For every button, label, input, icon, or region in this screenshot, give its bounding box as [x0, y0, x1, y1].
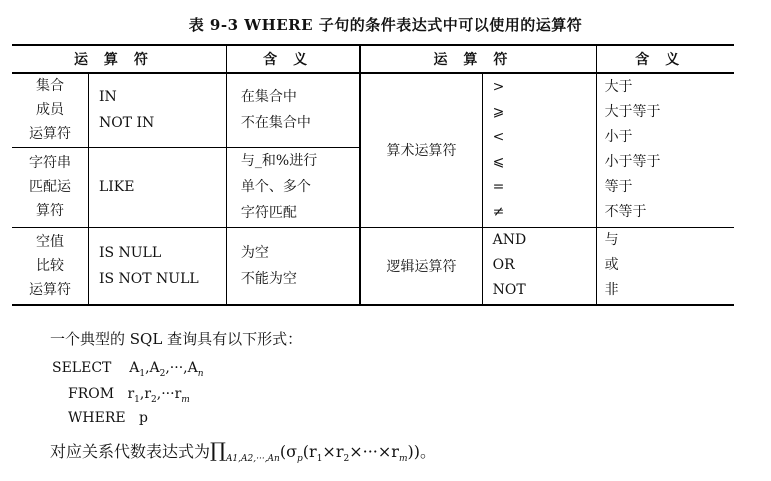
operators-null-compare: IS NULL IS NOT NULL — [88, 227, 226, 305]
category-null-compare: 空值 比较 运算符 — [12, 227, 88, 305]
meanings-string-match: 与_和%进行 单个、多个 字符匹配 — [226, 147, 360, 227]
symbols-logical: AND OR NOT — [482, 227, 596, 305]
meanings-logical: 与 或 非 — [604, 232, 619, 299]
sql-select-line: SELECT $A_1,A_2,\cdot\cdot\cdot,A_n$ — [52, 360, 204, 379]
header-right-meaning: 含义 — [635, 52, 696, 68]
sql-from-line: FROM $r_1,r_2,\cdot\cdot\cdot r_m$ — [68, 386, 190, 405]
header-left-operator: 运算符 — [12, 45, 226, 73]
header-right-operator: 运算符 — [360, 45, 596, 73]
table-row — [12, 73, 734, 147]
relational-algebra-formula: 对应关系代数表达式为$\prod_{A1,A2,\cdot\cdot\cdot,An}(\sigma_p(r_1\times r_2\times\cdot\cdot\cdot\times r_m))$。 — [50, 438, 436, 465]
symbols-arithmetic: > ⩾ < ⩽ = ≠ — [482, 73, 596, 227]
table-caption: 表 9-3 WHERE 子句的条件表达式中可以使用的运算符 — [188, 16, 583, 34]
intro-paragraph: 一个典型的 SQL 查询具有以下形式： — [50, 330, 303, 348]
header-left-meaning: 含义 — [226, 45, 360, 73]
table-header-row — [12, 45, 734, 73]
category-string-match: 字符串 匹配运 算符 — [12, 147, 88, 227]
meanings-arithmetic: 大于 大于等于 小于 小于等于 等于 不等于 — [604, 79, 661, 221]
operators-string-match: LIKE — [88, 147, 226, 227]
operators-set-membership: IN NOT IN — [88, 73, 226, 147]
category-arithmetic: 算术运算符 — [360, 73, 482, 227]
sql-where-line: WHERE p — [68, 410, 148, 426]
category-set-membership: 集合 成员 运算符 — [12, 73, 88, 147]
meanings-null-compare: 为空 不能为空 — [226, 227, 360, 305]
meanings-set-membership: 在集合中 不在集合中 — [226, 73, 360, 147]
table-row — [12, 227, 734, 305]
operators-table — [12, 44, 734, 306]
category-logical: 逻辑运算符 — [360, 227, 482, 305]
